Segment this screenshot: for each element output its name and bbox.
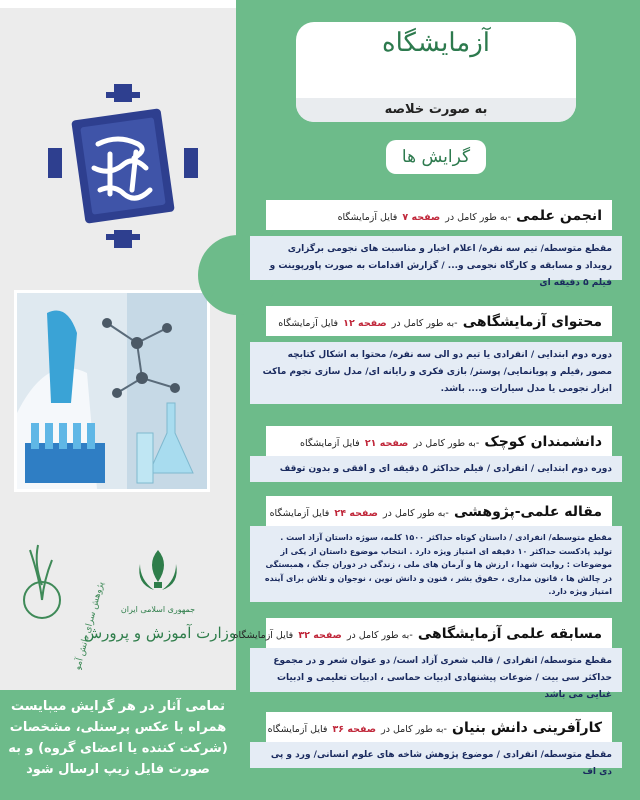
section-detail-prefix: -به طور کامل در — [346, 630, 413, 641]
section-title-1 — [266, 200, 612, 230]
section-detail-suffix: فایل آزمایشگاه — [233, 630, 294, 641]
section-detail-prefix: -به طور کامل در — [391, 318, 458, 329]
festival-logo — [48, 82, 198, 250]
header-card — [296, 22, 576, 122]
section-body-2: دوره دوم ابتدایی / انفرادی یا تیم دو الی سه نفره/ محتوا به اشکال کتابچه مصور ,فیلم و پویانمایی/ پوستر/ بازی فکری و رایانه ای/ مدل سازی نجوم ماکت ابزار نجومی یا مدل سیارات و.... باشد. — [250, 342, 622, 404]
section-page-ref: صفحه ۲۴ — [334, 508, 378, 519]
laboratory-photo-graphic — [17, 293, 207, 489]
section-body-5: مقطع متوسطه/ انفرادی / قالب شعری آزاد است/ دو عنوان شعر و در مجموع حداکثر سی بیت / ضوعات پیشنهادی ادبیات حماسی ، ادبیات تعلیمی و ادبیات غنایی می باشد — [250, 648, 622, 692]
section-title-3 — [266, 426, 612, 456]
section-title-2 — [266, 306, 612, 336]
page-subtitle: به صورت خلاصه — [296, 98, 576, 122]
section-page-ref: صفحه ۳۶ — [332, 724, 377, 735]
section-detail-suffix: فایل آزمایشگاه — [278, 318, 339, 329]
left-column — [0, 0, 236, 800]
section-detail-suffix: فایل آزمایشگاه — [337, 212, 398, 223]
laboratory-photo — [14, 290, 210, 492]
section-name: انجمن علمی — [516, 208, 602, 224]
page-title: آزمایشگاه — [382, 28, 490, 58]
section-page-ref: صفحه ۲۱ — [364, 438, 409, 449]
section-name: دانشمندان کوچک — [484, 434, 602, 450]
section-body-1: مقطع متوسطه/ تیم سه نفره/ اعلام اخبار و مناسبت های نجومی برگزاری رویداد و مسابقه و کارگاه نجومی و... / گزارش اقدامات به صورت پاورپوینت و فیلم ۵ دقیقه ای — [250, 236, 622, 280]
section-title-4 — [266, 496, 612, 526]
section-title-5 — [233, 618, 612, 648]
section-name: کارآفرینی دانش بنیان — [452, 720, 602, 736]
section-detail-suffix: فایل آزمایشگاه — [299, 438, 360, 449]
categories-label: گرایش ها — [386, 140, 486, 174]
section-body-4: مقطع متوسطه/ انفرادی / داستان کوتاه حداکثر ۱۵۰۰ کلمه، سوژه داستان آزاد است . تولید پادکست حداکثر ۱۰ دقیقه ای امتیاز ویژه دارد . انتخاب موضوع داستان از یکی از موضوعات : روایت شهدا ، ارزش ها و آرمان های ملی ، زندگی در دوران جنگ ، همبستگی در چالش ها ، قانون مداری ، حقوق بشر ، فنون و دانش نوین ، نوجوان و تلاش برای آینده امتیاز ویژه دارد. — [250, 526, 622, 602]
festival-logo-graphic — [48, 82, 198, 250]
section-detail-prefix: -به طور کامل در — [383, 508, 449, 519]
section-detail-suffix: فایل آزمایشگاه — [267, 724, 328, 735]
secondary-logo-text: پژوهش سرای دانش آموزی — [69, 580, 107, 670]
section-detail-prefix: -به طور کامل در — [445, 212, 512, 223]
ministry-name-text: وزارت آموزش و پرورش — [83, 624, 236, 642]
right-column — [233, 0, 640, 800]
ministry-country-text: جمهوری اسلامی ایران — [120, 605, 196, 614]
section-detail-suffix: فایل آزمایشگاه — [269, 508, 330, 519]
submission-note-text: تمامی آثار در هر گرایش میبایست همراه با عکس پرسنلی، مشخصات (شرکت کننده یا اعضای گروه) و به صورت فایل زیپ ارسال شود — [8, 699, 228, 777]
ministry-logos-graphic — [0, 520, 236, 670]
section-detail-prefix: -به طور کامل در — [413, 438, 480, 449]
section-body-6: مقطع متوسطه/ انفرادی / موضوع پژوهش شاخه های علوم انسانی/ ورد و پی دی اف — [250, 742, 622, 768]
section-detail-prefix: -به طور کامل در — [381, 724, 447, 735]
section-page-ref: صفحه ۳۲ — [298, 630, 342, 641]
submission-note — [0, 690, 236, 800]
section-body-3: دوره دوم ابتدایی / انفرادی / فیلم حداکثر ۵ دقیقه ای و افقی و بدون توقف — [250, 456, 622, 482]
section-name: مقاله علمی-پژوهشی — [453, 504, 602, 520]
ministry-logos — [0, 520, 236, 670]
top-stripe — [0, 0, 236, 8]
section-name: محتوای آزمایشگاهی — [462, 314, 602, 330]
section-title-6 — [266, 712, 612, 742]
section-page-ref: صفحه ۷ — [402, 212, 441, 223]
section-page-ref: صفحه ۱۲ — [343, 318, 387, 329]
section-name: مسابقه علمی آزمایشگاهی — [417, 626, 602, 642]
